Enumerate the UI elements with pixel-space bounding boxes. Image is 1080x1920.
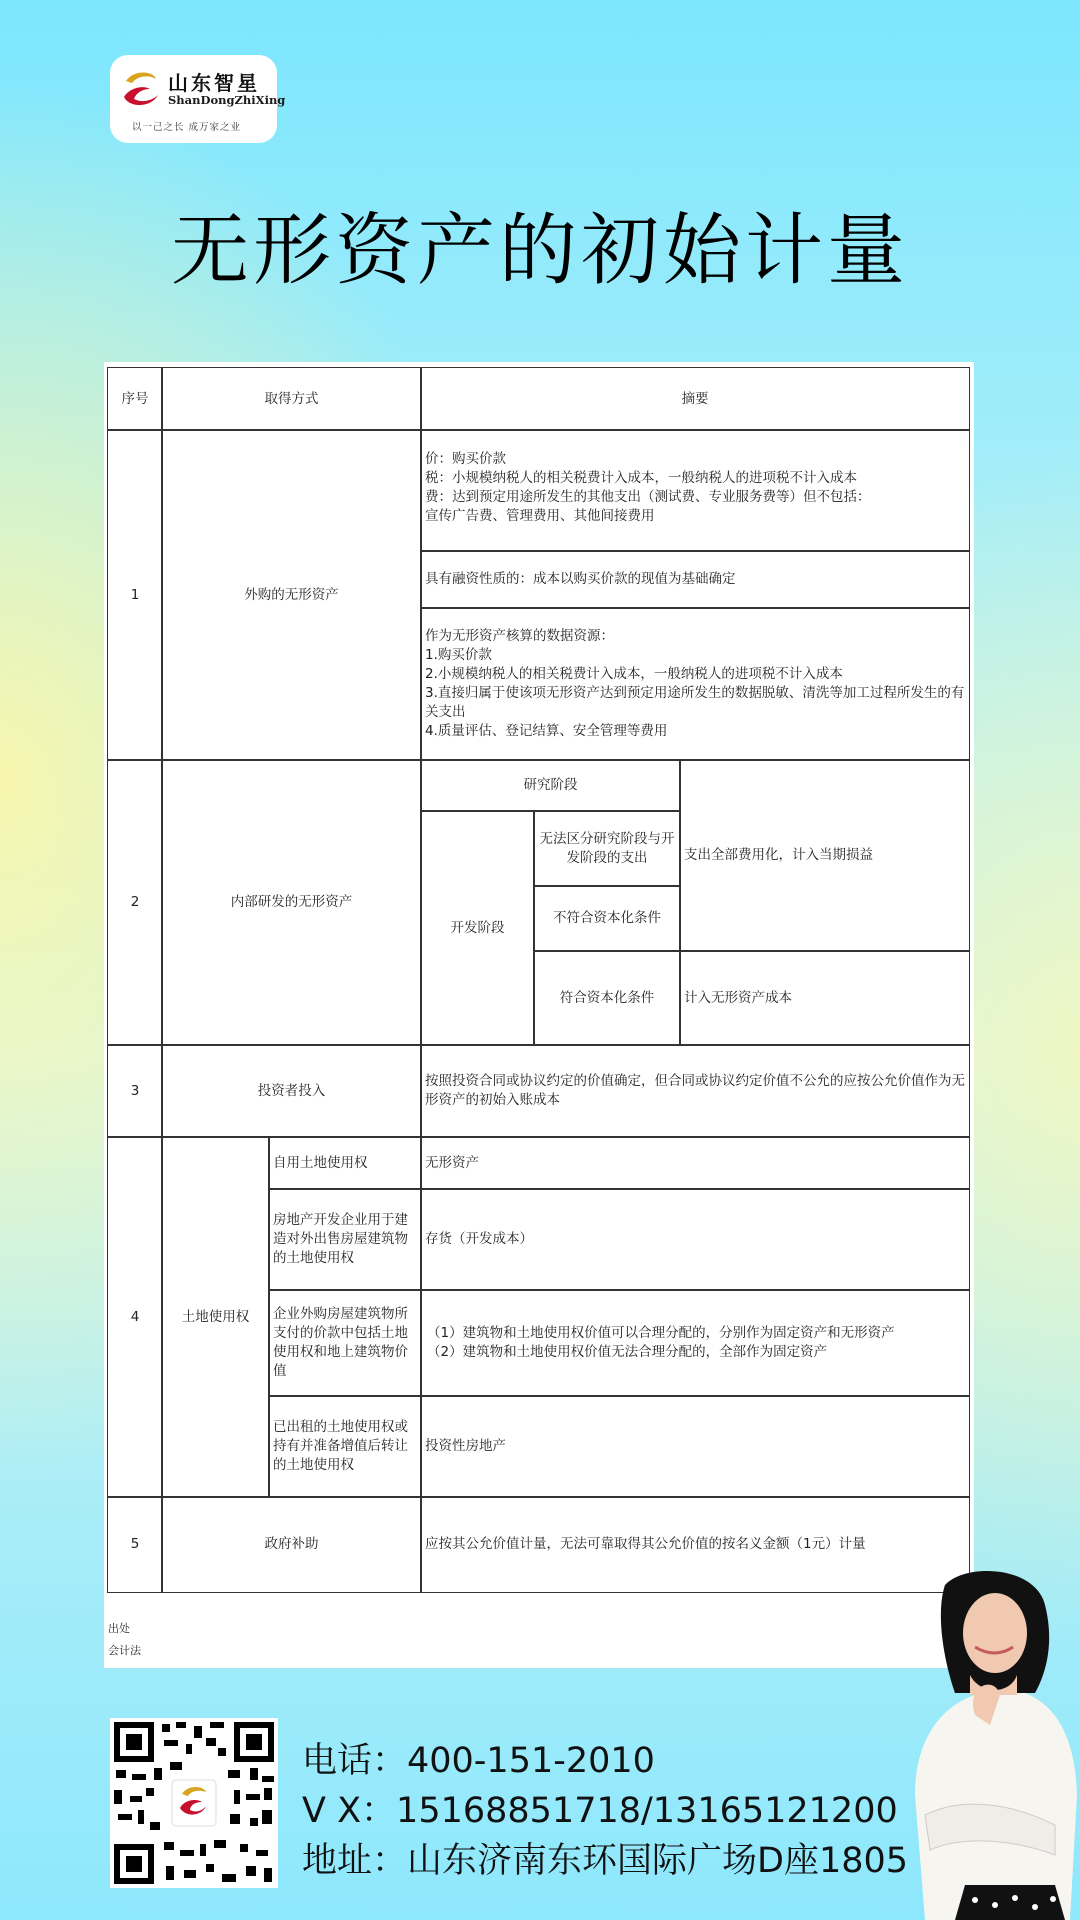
row3-summary: 按照投资合同或协议约定的价值确定，但合同或协议约定价值不公允的应按公允价值作为无形资产的初始入账成本: [420, 1044, 970, 1138]
land-summary-developer: 存货（开发成本）: [420, 1188, 970, 1291]
row1-no: 1: [107, 429, 163, 761]
row2-method: 内部研发的无形资产: [161, 759, 422, 1046]
land-type-purchased-building: 企业外购房屋建筑物所支付的价款中包括土地使用权和地上建筑物价值: [268, 1289, 422, 1397]
row2-no: 2: [107, 759, 163, 1046]
row5-no: 5: [107, 1496, 163, 1593]
row3-no: 3: [107, 1044, 163, 1138]
page-title: 无形资产的初始计量: [170, 206, 909, 296]
land-type-self-use: 自用土地使用权: [268, 1136, 422, 1190]
dev-condition-capitalizable: 符合资本化条件: [533, 950, 681, 1046]
contact-wechat: V X：15168851718/13165121200: [302, 1791, 898, 1831]
expense-result: 支出全部费用化，计入当期损益: [679, 759, 970, 952]
source-footnote: 出处 会计法: [108, 1622, 141, 1657]
company-logo: [110, 55, 286, 143]
dev-condition-indistinguishable: 无法区分研究阶段与开发阶段的支出: [533, 810, 681, 887]
row4-no: 4: [107, 1136, 163, 1498]
land-summary-purchased-building: （1）建筑物和土地使用权价值可以合理分配的，分别作为固定资产和无形资产 （2）建筑物和土地使用权价值无法合理分配的，全部作为固定资产: [420, 1289, 970, 1397]
header-method: 取得方式: [161, 367, 422, 431]
land-type-developer: 房地产开发企业用于建造对外出售房屋建筑物的土地使用权: [268, 1188, 422, 1291]
logo-name-cn: 山东智星: [168, 71, 260, 95]
capital-result: 计入无形资产成本: [679, 950, 970, 1046]
row1-summary-data-resource: 作为无形资产核算的数据资源： 1.购买价款 2.小规模纳税人的相关税费计入成本，一般纳税人的进项税不计入成本 3.直接归属于使该项无形资产达到预定用途所发生的数据脱敏、清洗等加工过程所发生的有关支出 4.质量评估、登记结算、安全管理等费用: [420, 607, 970, 761]
qr-code[interactable]: [110, 1718, 278, 1888]
development-stage: 开发阶段: [420, 810, 535, 1046]
logo-slogan: 以一己之长 成万家之业: [132, 122, 242, 133]
research-stage: 研究阶段: [420, 759, 681, 812]
contact-address: 地址：山东济南东环国际广场D座1805: [302, 1841, 909, 1881]
qr-code-icon: [110, 1718, 278, 1888]
contact-phone: 电话：400-151-2010: [302, 1741, 655, 1781]
row5-summary: 应按其公允价值计量，无法可靠取得其公允价值的按名义金额（1元）计量: [420, 1496, 970, 1593]
land-summary-self-use: 无形资产: [420, 1136, 970, 1190]
row1-summary-financing: 具有融资性质的：成本以购买价款的现值为基础确定: [420, 550, 970, 609]
header-summary: 摘要: [420, 367, 970, 431]
logo-name-en: ShanDongZhiXing: [168, 93, 286, 107]
row3-method: 投资者投入: [161, 1044, 422, 1138]
row5-method: 政府补助: [161, 1496, 422, 1593]
logo-swirl-icon: [120, 67, 162, 109]
header-no: 序号: [107, 367, 163, 431]
row1-summary-purchase: 价：购买价款 税：小规模纳税人的相关税费计入成本，一般纳税人的进项税不计入成本 费：达到预定用途所发生的其他支出（测试费、专业服务费等）但不包括： 宣传广告费、管理费用、其他间接费用: [420, 429, 970, 552]
land-type-leased: 已出租的土地使用权或持有并准备增值后转让的土地使用权: [268, 1395, 422, 1498]
dev-condition-not-capitalizable: 不符合资本化条件: [533, 885, 681, 952]
row1-method: 外购的无形资产: [161, 429, 422, 761]
land-summary-leased: 投资性房地产: [420, 1395, 970, 1498]
presenter-photo: [905, 1565, 1080, 1920]
row4-method: 土地使用权: [161, 1136, 270, 1498]
